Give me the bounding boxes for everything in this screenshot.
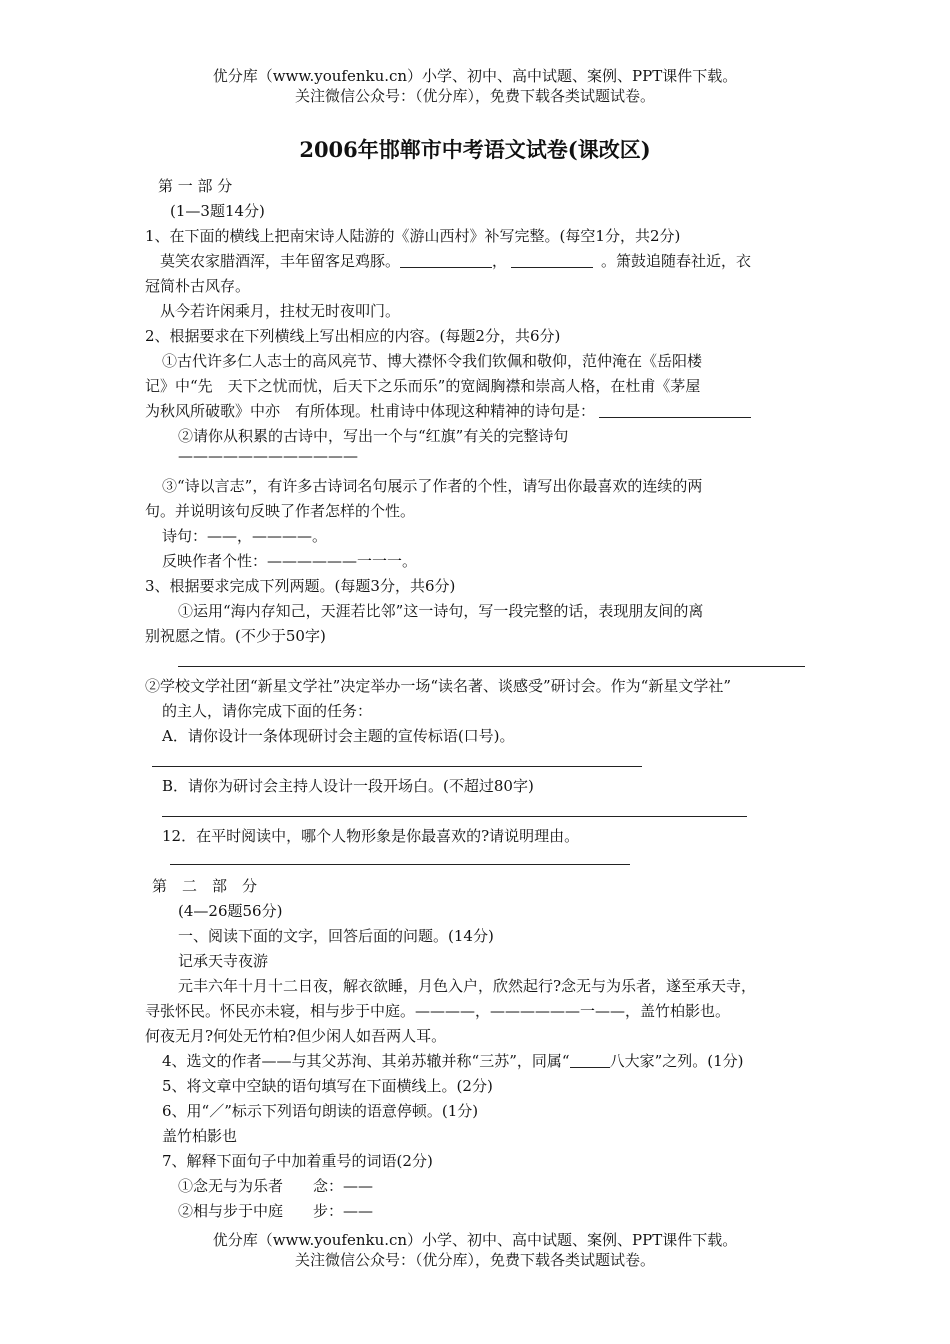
q4-text-a: 4、选文的作者——与其父苏洵、其弟苏辙并称“三苏”，同属“ (162, 1052, 570, 1070)
q2-item2-answer-dash[interactable]: ———————————— (178, 447, 358, 465)
q1-poem-text-a: 莫笑农家腊酒浑，丰年留客足鸡豚。 (160, 252, 401, 270)
q2-item3-poem-answer[interactable]: 诗句：——，————。 (162, 527, 328, 545)
passage-line-1: 元丰六年十月十二日夜，解衣欲睡，月色入户，欣然起行?念无与为乐者，遂至承天寺， (178, 977, 757, 995)
q1-answer-blank-2[interactable] (511, 253, 593, 268)
q1-poem-line-1 (160, 251, 751, 271)
part2-heading: 第 二 部 分 (152, 877, 258, 895)
q1-stem: 1、在下面的横线上把南宋诗人陆游的《游山西村》补写完整。(每空1分，共2分) (145, 227, 681, 245)
q5-question: 5、将文章中空缺的语句填写在下面横线上。(2分) (162, 1077, 493, 1095)
page-footer-line-1: 优分库（www.youfenku.cn）小学、初中、高中试题、案例、PPT课件下载。 (212, 1231, 738, 1249)
q3-stem: 3、根据要求完成下列两题。(每题3分，共6分) (145, 577, 456, 595)
page-title: 2006年邯郸市中考语文试卷(课改区) (299, 137, 651, 162)
q4-text-b: 八大家”之列。(1分) (609, 1052, 744, 1070)
q2-item3-line1: ③“诗以言志”，有许多古诗词名句展示了作者的个性，请写出你最喜欢的连续的两 (162, 477, 703, 495)
q3-task-b: B．请你为研讨会主持人设计一段开场白。(不超过80字) (162, 777, 534, 795)
q1-comma: ， (492, 252, 508, 270)
page-header-line-1: 优分库（www.youfenku.cn）小学、初中、高中试题、案例、PPT课件下载。 (212, 67, 738, 85)
reading-intro: 一、阅读下面的文字，回答后面的问题。(14分) (178, 927, 494, 945)
part1-heading: 第 一 部 分 (158, 177, 233, 195)
q6-sentence: 盖竹柏影也 (162, 1127, 238, 1145)
part2-score-range: (4—26题56分) (178, 902, 283, 920)
q3-task-b-answer-line[interactable] (162, 816, 747, 817)
q7-item-2[interactable]: ②相与步于中庭 步：—— (178, 1202, 374, 1220)
q3-item1-line2: 别祝愿之情。(不少于50字) (145, 627, 326, 645)
q2-item3-personality-answer[interactable]: 反映作者个性：——————一一一。 (162, 552, 418, 570)
q2-item1-answer-blank[interactable] (599, 403, 751, 418)
q2-item1-line1: ①古代许多仁人志士的高风亮节、博大襟怀令我们钦佩和敬仰，范仲淹在《岳阳楼 (162, 352, 703, 370)
part1-score-range: (1—3题14分) (170, 202, 265, 220)
q1-poem-line-3: 从今若许闲乘月，拄杖无时夜叩门。 (160, 302, 401, 320)
q4-answer-blank[interactable] (570, 1053, 610, 1068)
passage-line-3: 何夜无月?何处无竹柏?但少闲人如吾两人耳。 (145, 1027, 447, 1045)
q1-poem-text-b: 。箫鼓追随春社近，衣 (601, 252, 752, 270)
page-header-line-2: 关注微信公众号：（优分库），免费下载各类试题试卷。 (294, 87, 655, 105)
q3-task-a-answer-line[interactable] (152, 766, 642, 767)
q7-question: 7、解释下面句子中加着重号的词语(2分) (162, 1152, 433, 1170)
passage-line-2: 寻张怀民。怀民亦未寝，相与步于中庭。————，——————一——，盖竹柏影也。 (145, 1002, 731, 1020)
q2-stem: 2、根据要求在下列横线上写出相应的内容。(每题2分，共6分) (145, 327, 561, 345)
q12-answer-line[interactable] (170, 864, 630, 865)
q12-question: 12．在平时阅读中，哪个人物形象是你最喜欢的?请说明理由。 (162, 827, 580, 845)
q4-question (162, 1051, 743, 1071)
q6-question: 6、用“／”标示下列语句朗读的语意停顿。(1分) (162, 1102, 479, 1120)
q3-item2-line1: ②学校文学社团“新星文学社”决定举办一场“读名著、谈感受”研讨会。作为“新星文学社” (145, 677, 732, 695)
q2-item1-line2: 记》中“先 天下之忧而忧，后天下之乐而乐”的宽阔胸襟和崇高人格，在杜甫《茅屋 (145, 377, 701, 395)
q7-item-1[interactable]: ①念无与为乐者 念：—— (178, 1177, 374, 1195)
q3-item1-line1: ①运用“海内存知己，天涯若比邻”这一诗句，写一段完整的话，表现朋友间的离 (178, 602, 704, 620)
q3-item1-answer-line[interactable] (178, 666, 805, 667)
q2-item1-line3-text: 为秋风所破歌》中亦 有所体现。杜甫诗中体现这种精神的诗句是： (145, 402, 596, 420)
q2-item1-line3 (145, 401, 751, 421)
q2-item2-line1: ②请你从积累的古诗中，写出一个与“红旗”有关的完整诗句 (178, 427, 569, 445)
q2-item3-line2: 句。并说明该句反映了作者怎样的个性。 (145, 502, 416, 520)
passage-title: 记承天寺夜游 (178, 952, 269, 970)
q3-task-a: A．请你设计一条体现研讨会主题的宣传标语(口号)。 (162, 727, 515, 745)
q1-answer-blank-1[interactable] (400, 253, 492, 268)
q1-poem-line-2: 冠简朴古风存。 (145, 277, 251, 295)
q3-item2-line2: 的主人，请你完成下面的任务： (162, 702, 373, 720)
page-footer-line-2: 关注微信公众号：（优分库），免费下载各类试题试卷。 (294, 1251, 655, 1269)
